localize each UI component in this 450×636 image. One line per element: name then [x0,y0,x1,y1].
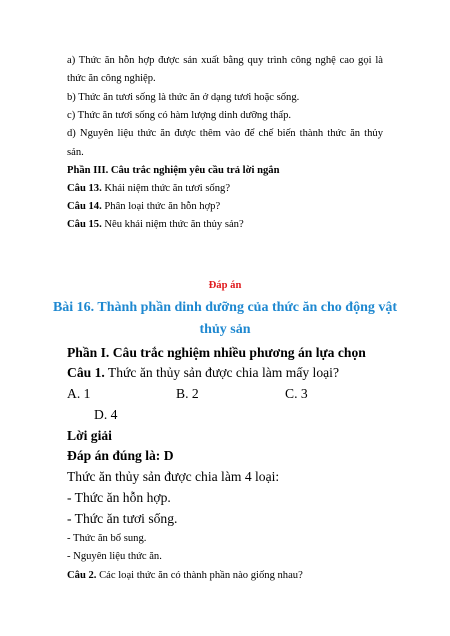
correct-answer: Đáp án đúng là: D [67,448,174,463]
answer-option-a: a) Thức ăn hỗn hợp được sản xuất bằng quy trình công nghệ cao gọi là [67,55,383,66]
question-15-text: Nêu khái niệm thức ăn thủy sản? [101,219,244,230]
question-2-text: Các loại thức ăn có thành phần nào giống nhau? [96,570,303,581]
option-c: C. 3 [285,386,308,401]
question-14-text: Phân loại thức ăn hỗn hợp? [101,201,221,212]
question-2-label: Câu 2. [67,570,97,581]
answer-option-d-continued: sản. [67,147,84,158]
answer-option-c: c) Thức ăn tươi sống có hàm lượng dinh dưỡng thấp. [67,110,292,121]
question-1-text: Thức ăn thủy sản được chia làm mấy loại? [104,365,339,380]
question-14-label: Câu 14. [67,201,102,212]
type-item: - Thức ăn hỗn hợp. [67,490,171,505]
answer-option-a-continued: thức ăn công nghiệp. [67,73,156,84]
question-13-label: Câu 13. [67,183,102,194]
question-2 [67,570,303,581]
lesson-title-line1: Bài 16. Thành phần dinh dưỡng của thức ăn cho động vật [52,300,398,315]
option-a: A. 1 [67,386,91,401]
question-15-label: Câu 15. [67,219,102,230]
answer-option-b: b) Thức ăn tươi sống là thức ăn ở dạng tươi hoặc sống. [67,92,300,103]
type-item: - Thức ăn tươi sống. [67,511,178,526]
lesson-title-line2: thủy sản [199,322,251,337]
question-13 [67,183,230,194]
question-13-text: Khái niệm thức ăn tươi sống? [101,183,231,194]
question-14 [67,201,220,212]
option-d: D. 4 [94,407,118,422]
answer-key-heading: Đáp án [208,280,242,291]
question-1-label: Câu 1. [67,365,105,380]
part1-heading: Phần I. Câu trắc nghiệm nhiều phương án lựa chọn [67,345,366,360]
type-item: - Nguyên liệu thức ăn. [67,551,162,562]
explanation-text: Thức ăn thủy sản được chia làm 4 loại: [67,469,280,484]
option-b: B. 2 [176,386,199,401]
answer-option-d: d) Nguyên liệu thức ăn được thêm vào để chế biến thành thức ăn thủy [67,128,383,139]
question-15 [67,219,244,230]
type-item: - Thức ăn bổ sung. [67,533,147,544]
solution-label: Lời giải [67,428,112,443]
part3-heading: Phần III. Câu trắc nghiệm yêu cầu trả lời ngắn [67,165,280,176]
question-1 [67,365,339,381]
